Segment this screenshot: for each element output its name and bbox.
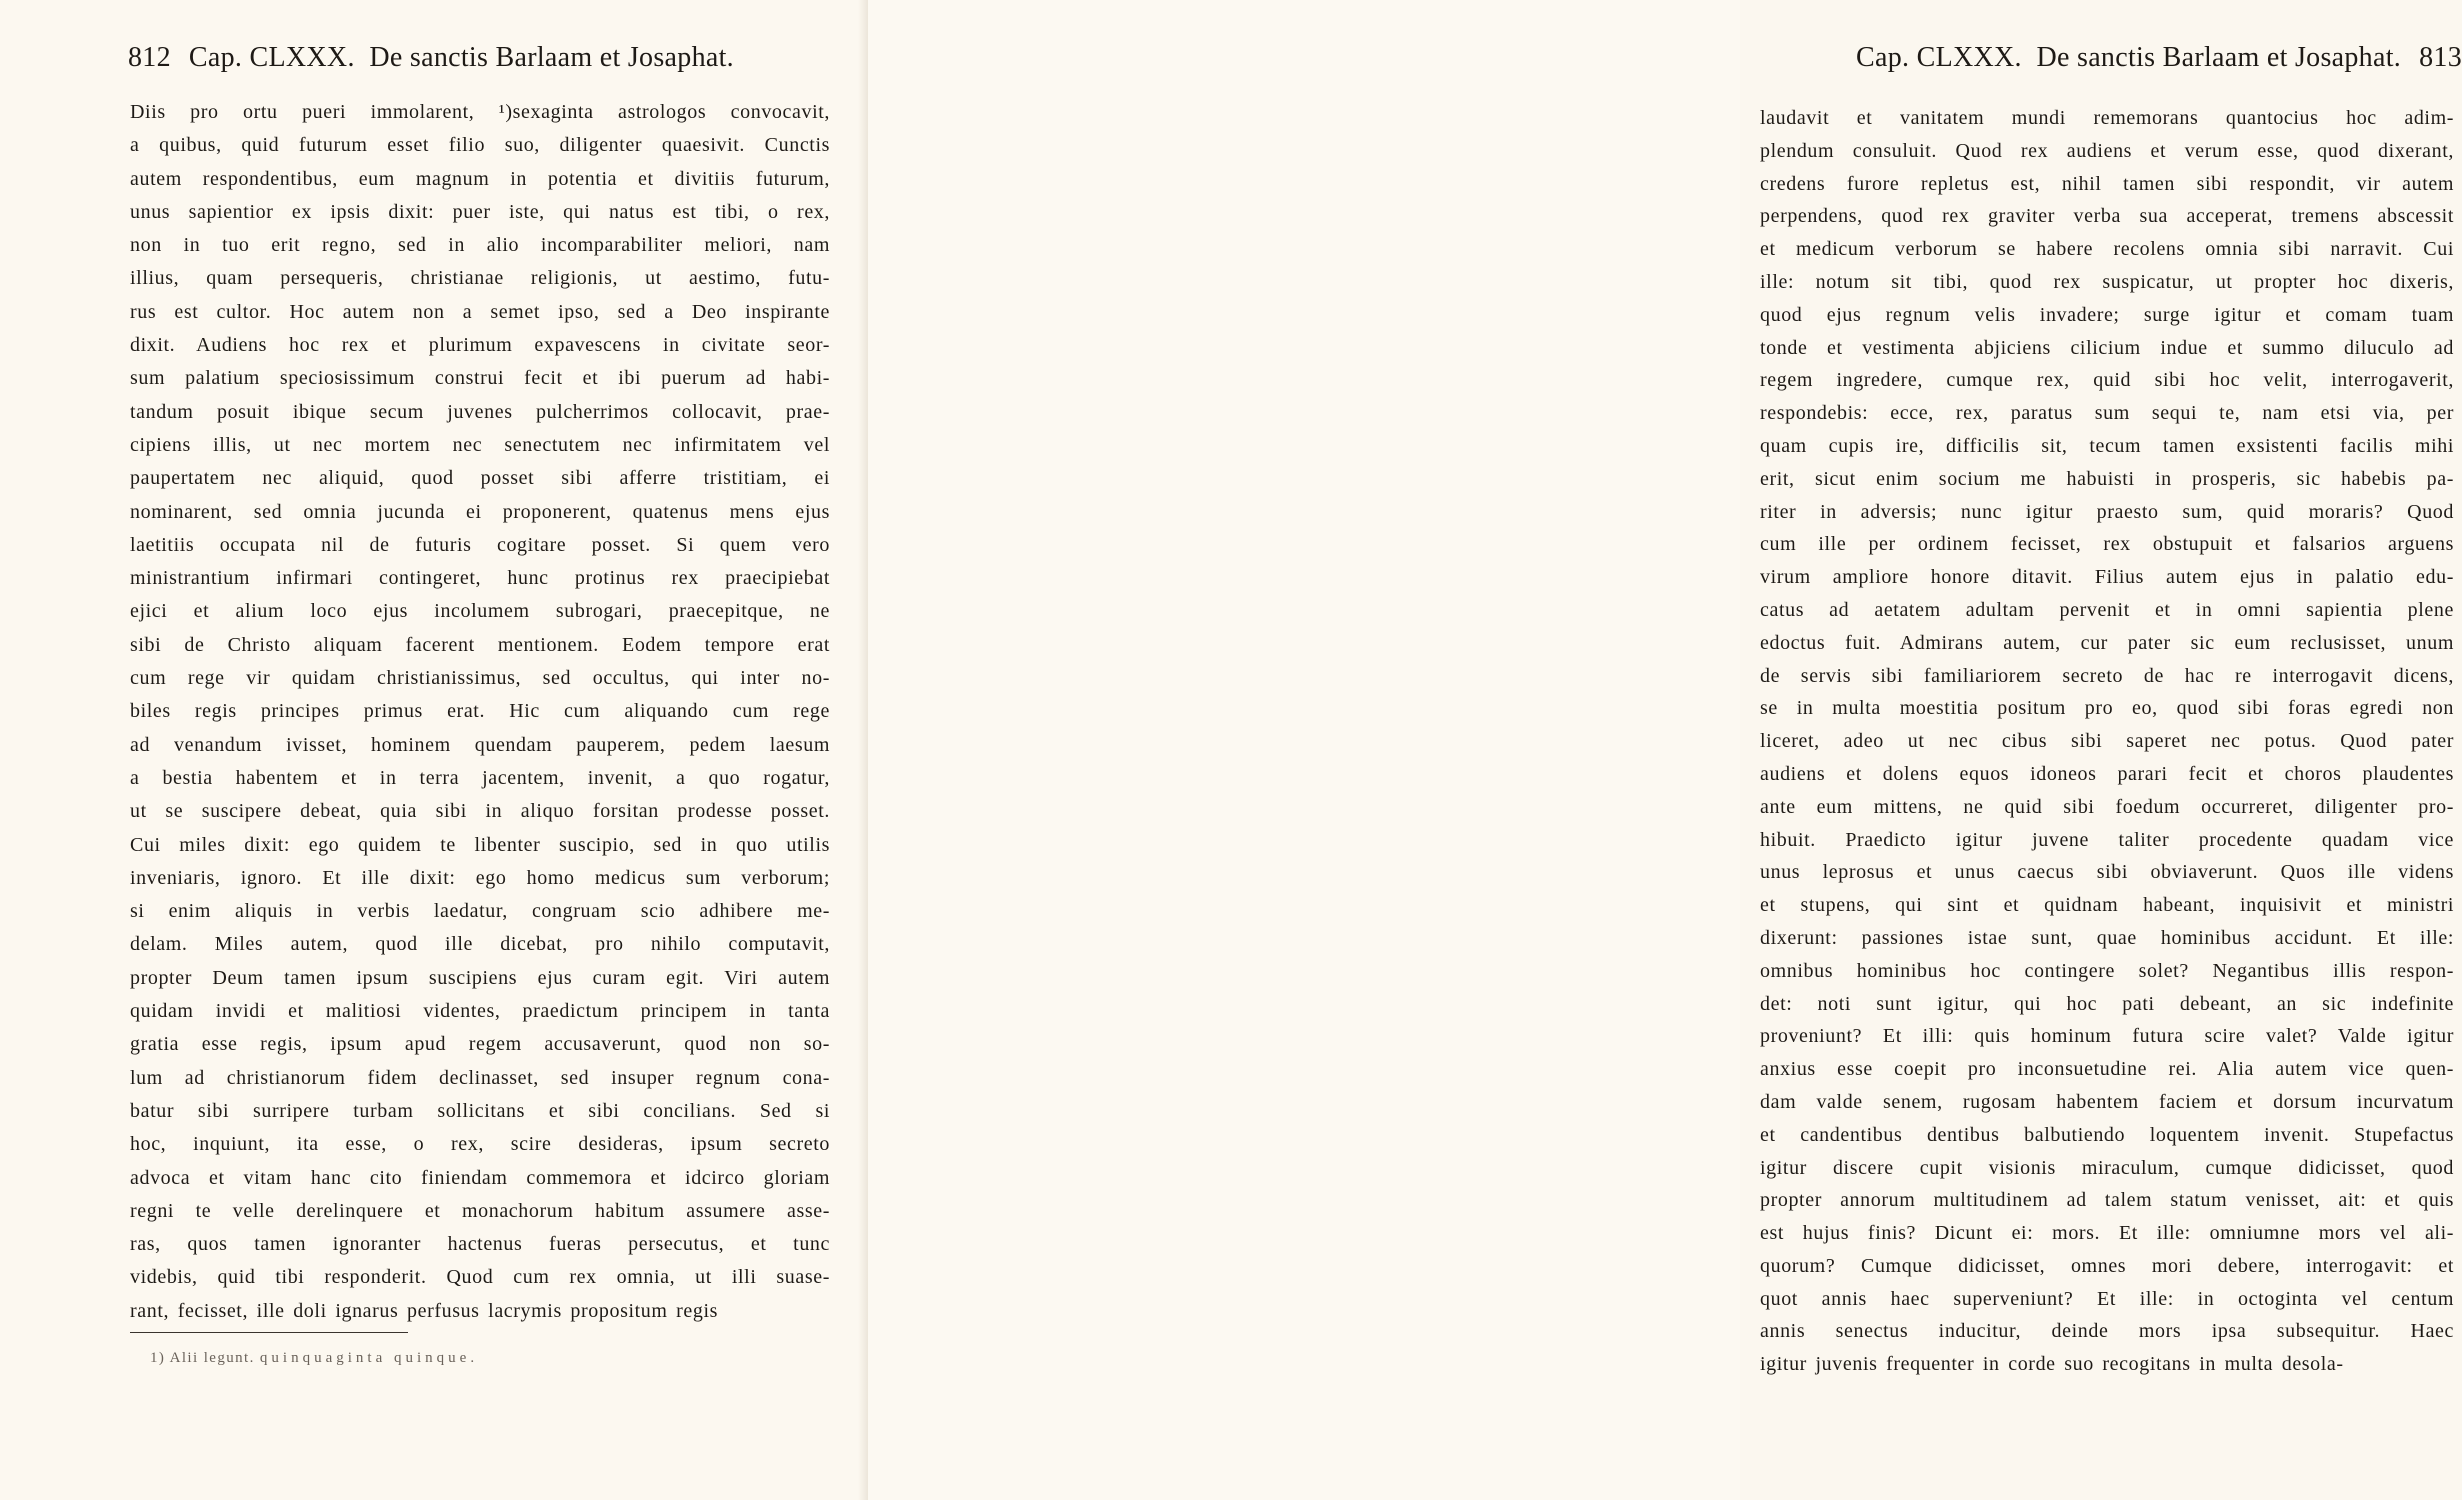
text-line: propter annorum multitudinem ad talem statum venisset, ait: et quis — [1760, 1189, 2454, 1212]
text-line: gratia esse regis, ipsum apud regem accusaverunt, quod non so- — [130, 1033, 830, 1056]
text-line: paupertatem nec aliquid, quod posset sibi afferre tristitiam, ei — [130, 467, 830, 490]
text-line: liceret, adeo ut nec cibus sibi saperet nec potus. Quod pater — [1760, 730, 2454, 753]
text-line: est hujus finis? Dicunt ei: mors. Et ille: omniumne mors vel ali- — [1760, 1222, 2454, 1245]
text-line: cum ille per ordinem fecisset, rex obstupuit et falsarios arguens — [1760, 533, 2454, 556]
text-line: dam valde senem, rugosam habentem faciem et dorsum incurvatum — [1760, 1090, 2454, 1113]
text-line: laetitiis occupata nil de futuris cogitare posset. Si quem vero — [130, 533, 830, 556]
text-line: det: noti sunt igitur, qui hoc pati debeant, an sic indefinite — [1760, 992, 2454, 1015]
text-line: audiens et dolens equos idoneos parari fecit et choros plaudentes — [1760, 762, 2454, 785]
text-line: erit, sicut enim socium me habuisti in prosperis, sic habebis pa- — [1760, 467, 2454, 490]
text-line: se in multa moestitia positum pro eo, quod sibi foras egredi non — [1760, 697, 2454, 720]
text-line: batur sibi surripere turbam sollicitans et sibi concilians. Sed si — [130, 1099, 830, 1122]
text-line: tonde et vestimenta abjiciens cilicium indue et summo diluculo ad — [1760, 336, 2454, 359]
left-page-body — [130, 96, 830, 1328]
text-line: cipiens illis, ut nec mortem nec senectutem nec infirmitatem vel — [130, 433, 830, 456]
text-line: regem ingredere, cumque rex, quid sibi hoc velit, interrogaverit, — [1760, 369, 2454, 392]
text-line: credens furore repletus est, nihil tamen sibi respondit, vir autem — [1760, 172, 2454, 195]
text-line: ut se suscipere debeat, quia sibi in aliquo forsitan prodesse posset. — [130, 800, 830, 823]
text-line: igitur juvenis frequenter in corde suo recogitans in multa desola- — [1760, 1353, 2344, 1376]
text-line: ille: notum sit tibi, quod rex suspicatur, ut propter hoc dixeris, — [1760, 270, 2454, 293]
text-line: sibi de Christo aliquam facerent mentionem. Eodem tempore erat — [130, 633, 830, 656]
text-line: dixerunt: passiones istae sunt, quae hominibus accidunt. Et ille: — [1760, 926, 2454, 949]
right-page-body — [1760, 102, 2454, 1381]
text-line: a bestia habentem et in terra jacentem, invenit, a quo rogatur, — [130, 766, 830, 789]
text-line: delam. Miles autem, quod ille dicebat, pro nihilo computavit, — [130, 933, 830, 956]
text-line: nominarent, sed omnia jucunda ei proponerent, quatenus mens ejus — [130, 500, 830, 523]
text-line: inveniaris, ignoro. Et ille dixit: ego homo medicus sum verborum; — [130, 866, 830, 889]
text-line: regni te velle derelinquere et monachorum habitum assumere asse- — [130, 1199, 830, 1222]
text-line: rus est cultor. Hoc autem non a semet ipso, sed a Deo inspirante — [130, 300, 830, 323]
text-line: unus sapientior ex ipsis dixit: puer iste, qui natus est tibi, o rex, — [130, 200, 830, 223]
text-line: quot annis haec superveniunt? Et ille: in octoginta vel centum — [1760, 1287, 2454, 1310]
right-page-header — [1834, 42, 2462, 82]
text-line: ejici et alium loco ejus incolumem subrogari, praecepitque, ne — [130, 600, 830, 623]
left-running-head: Cap. CLXXX. De sanctis Barlaam et Josaphat. — [188, 42, 734, 73]
text-line: hibuit. Praedicto igitur juvene taliter procedente quadam vice — [1760, 828, 2454, 851]
text-line: et candentibus dentibus balbutiendo loquentem invenit. Stupefactus — [1760, 1123, 2454, 1146]
text-line: proveniunt? Et illi: quis hominum futura scire valet? Valde igitur — [1760, 1025, 2454, 1048]
text-line: de servis sibi familiariorem secreto de hac re interrogavit dicens, — [1760, 664, 2454, 687]
text-line: virum ampliore honore ditavit. Filius autem ejus in palatio edu- — [1760, 566, 2454, 589]
text-line: annis senectus inducitur, deinde mors ipsa subsequitur. Haec — [1760, 1320, 2454, 1343]
text-line: et stupens, qui sint et quidnam habeant, inquisivit et ministri — [1760, 894, 2454, 917]
footnote-marker: 1) — [150, 1350, 166, 1366]
text-line: quod ejus regnum velis invadere; surge igitur et comam tuam — [1760, 303, 2454, 326]
right-page-number: 813 — [2419, 42, 2462, 73]
footnote-emphasis: quinquaginta quinque. — [259, 1350, 479, 1366]
text-line: ministrantium infirmari contingeret, hunc protinus rex praecipiebat — [130, 567, 830, 590]
text-line: advoca et vitam hanc cito finiendam commemora et idcirco gloriam — [130, 1166, 830, 1189]
text-line: autem respondentibus, eum magnum in potentia et divitiis futurum, — [130, 167, 830, 190]
text-line: rant, fecisset, ille doli ignarus perfusus lacrymis propositum regis — [130, 1299, 719, 1322]
footnote-rule — [130, 1332, 408, 1333]
text-line: omnibus hominibus hoc contingere solet? Negantibus illis respon- — [1760, 959, 2454, 982]
text-line: biles regis principes primus erat. Hic cum aliquando cum rege — [130, 700, 830, 723]
text-line: quidam invidi et malitiosi videntes, praedictum principem in tanta — [130, 1000, 830, 1023]
text-line: anxius esse coepit pro inconsuetudine rei. Alia autem vice quen- — [1760, 1058, 2454, 1081]
text-line: tandum posuit ibique secum juvenes pulcherrimos collocavit, prae- — [130, 400, 830, 423]
text-line: ante eum mittens, ne quid sibi foedum occurreret, diligenter pro- — [1760, 795, 2454, 818]
right-running-head: Cap. CLXXX. De sanctis Barlaam et Josaphat. — [1856, 42, 2402, 73]
left-page-header — [128, 42, 828, 82]
text-line: riter in adversis; nunc igitur praesto sum, quid moraris? Quod — [1760, 500, 2454, 523]
text-line: videbis, quid tibi responderit. Quod cum rex omnia, ut illi suase- — [130, 1266, 830, 1289]
text-line: perpendens, quod rex graviter verba sua acceperat, tremens abscessit — [1760, 205, 2454, 228]
footnote — [150, 1350, 750, 1367]
right-page — [868, 0, 2462, 1500]
text-line: propter Deum tamen ipsum suscipiens ejus curam egit. Viri autem — [130, 966, 830, 989]
text-line: quorum? Cumque didicisset, omnes mori debere, interrogavit: et — [1760, 1254, 2454, 1277]
text-line: plendum consuluit. Quod rex audiens et verum esse, quod dixerant, — [1760, 139, 2454, 162]
text-line: a quibus, quid futurum esset filio suo, diligenter quaesivit. Cunctis — [130, 134, 830, 157]
text-line: Cui miles dixit: ego quidem te libenter suscipio, sed in quo utilis — [130, 833, 830, 856]
text-line: laudavit et vanitatem mundi rememorans quantocius hoc adim- — [1760, 107, 2454, 129]
text-line: cum rege vir quidam christianissimus, sed occultus, qui inter no- — [130, 667, 830, 690]
text-line: ad venandum ivisset, hominem quendam pauperem, pedem laesum — [130, 733, 830, 756]
text-line: et medicum verborum se habere recolens omnia sibi narravit. Cui — [1760, 238, 2454, 261]
text-line: non in tuo erit regno, sed in alio incomparabiliter meliori, nam — [130, 234, 830, 257]
left-page-number: 812 — [128, 42, 171, 73]
text-line: sum palatium speciosissimum construi fecit et ibi puerum ad habi- — [130, 367, 830, 390]
text-line: illius, quam persequeris, christianae religionis, ut aestimo, futu- — [130, 267, 830, 290]
text-line: Diis pro ortu pueri immolarent, ¹)sexaginta astrologos convocavit, — [130, 101, 830, 123]
text-line: edoctus fuit. Admirans autem, cur pater sic eum reclusisset, unum — [1760, 631, 2454, 654]
text-line: hoc, inquiunt, ita esse, o rex, scire desideras, ipsum secreto — [130, 1133, 830, 1156]
text-line: igitur discere cupit visionis miraculum, cumque didicisset, quod — [1760, 1156, 2454, 1179]
text-line: lum ad christianorum fidem declinasset, sed insuper regnum cona- — [130, 1066, 830, 1089]
text-line: dixit. Audiens hoc rex et plurimum expavescens in civitate seor- — [130, 334, 830, 357]
text-line: ras, quos tamen ignoranter hactenus fueras persecutus, et tunc — [130, 1233, 830, 1256]
footnote-lead: Alii legunt. — [169, 1350, 255, 1366]
text-line: si enim aliquis in verbis laedatur, congruam scio adhibere me- — [130, 900, 830, 923]
left-page — [0, 0, 868, 1500]
text-line: respondebis: ecce, rex, paratus sum sequi te, nam etsi via, per — [1760, 402, 2454, 425]
text-line: quam cupis ire, difficilis sit, tecum tamen exsistenti facilis mihi — [1760, 434, 2454, 457]
text-line: unus leprosus et unus caecus sibi obviaverunt. Quos ille videns — [1760, 861, 2454, 884]
text-line: catus ad aetatem adultam pervenit et in omni sapientia plene — [1760, 598, 2454, 621]
